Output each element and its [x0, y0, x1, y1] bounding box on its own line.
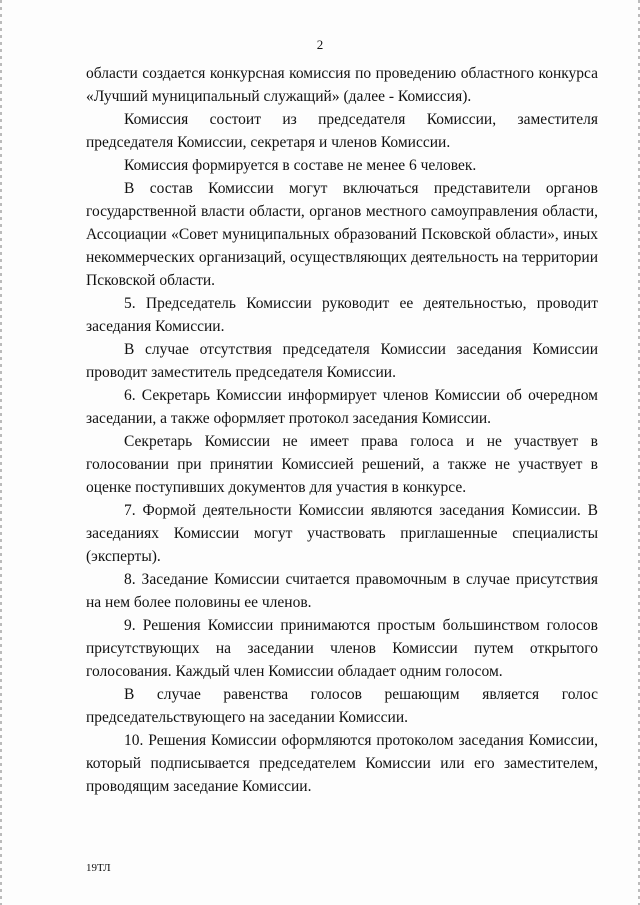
paragraph: 9. Решения Комиссии принимаются простым большинством голосов присутствующих на заседании членов Комиссии путем открытого голосования. Каждый член Комиссии обладает одним голосом.	[86, 617, 598, 680]
paragraph: В состав Комиссии могут включаться представители органов государственной власти области, органов местного самоуправления области, Ассоциации «Совет муниципальных образований Псковской области», иных некоммерческих организаций, осуществляющих деятельность на территории Псковской области.	[86, 180, 598, 289]
page-number: 2	[316, 37, 324, 52]
paragraph: 6. Секретарь Комиссии информирует членов Комиссии об очередном заседании, а также оформляет протокол заседания Комиссии.	[86, 387, 598, 427]
document-code: 19ТЛ	[86, 862, 111, 874]
paragraph: 10. Решения Комиссии оформляются протоколом заседания Комиссии, который подписывается председателем Комиссии или его заместителем, проводящим заседание Комиссии.	[86, 732, 598, 795]
paragraph: 5. Председатель Комиссии руководит ее деятельностью, проводит заседания Комиссии.	[86, 295, 598, 335]
paragraph: 8. Заседание Комиссии считается правомочным в случае присутствия на нем более половины ее членов.	[86, 571, 598, 611]
paragraph: Секретарь Комиссии не имеет права голоса и не участвует в голосовании при принятии Комиссией решений, а также не участвует в оценке поступивших документов для участия в конкурсе.	[86, 433, 598, 496]
paragraph: В случае отсутствия председателя Комиссии заседания Комиссии проводит заместитель председателя Комиссии.	[86, 341, 598, 381]
scan-edge-left	[0, 0, 2, 905]
paragraph: Комиссия формируется в составе не менее 6 человек.	[124, 157, 477, 174]
document-body	[86, 62, 598, 798]
paragraph: Комиссия состоит из председателя Комиссии, заместителя председателя Комиссии, секретаря и членов Комиссии.	[86, 111, 598, 151]
paragraph: В случае равенства голосов решающим является голос председательствующего на заседании Комиссии.	[86, 686, 598, 726]
paragraph: 7. Формой деятельности Комиссии являются заседания Комиссии. В заседаниях Комиссии могут участвовать приглашенные специалисты (эксперты).	[86, 502, 598, 565]
paragraph: области создается конкурсная комиссия по проведению областного конкурса «Лучший муниципальный служащий» (далее - Комиссия).	[86, 65, 598, 105]
